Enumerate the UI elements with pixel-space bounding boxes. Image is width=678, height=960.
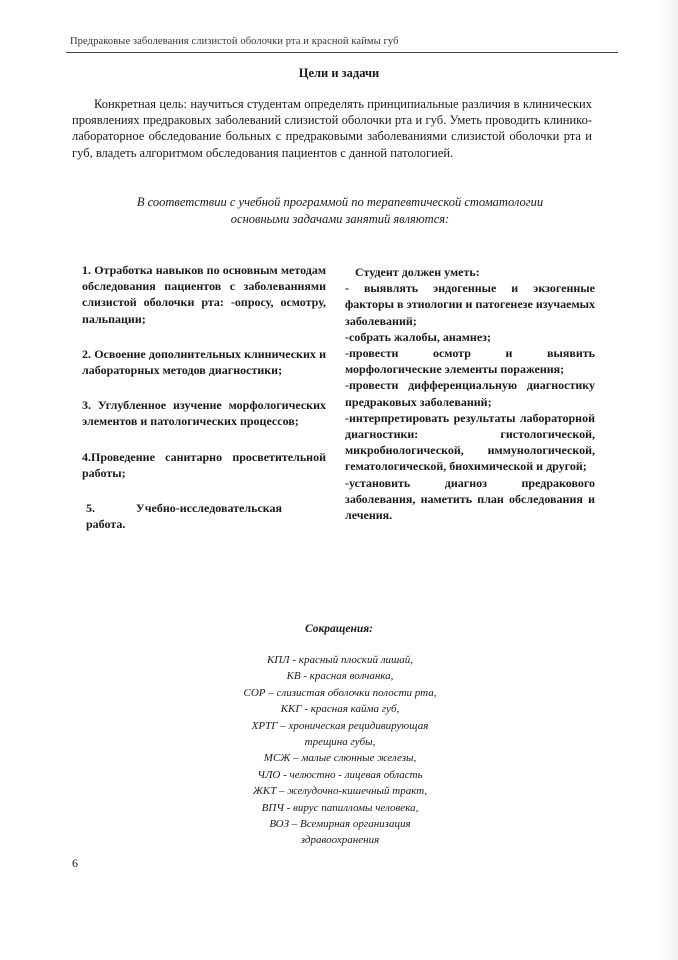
skill-item-5: -интерпретировать результаты лабораторной диагностики: гистологической, микробиологической, иммунологической, гематологической, биохимической и другой; — [345, 410, 595, 474]
skill-item-6: -установить диагноз предракового заболевания, наметить план обследования и лечения. — [345, 475, 595, 523]
tasks-intro — [90, 194, 590, 228]
abbreviation-item: КПЛ - красный плоский лишай, — [266, 654, 414, 666]
abbreviation-item: МСЖ – малые слюнные железы, — [263, 752, 417, 765]
skill-item-2: -собрать жалобы, анамнез; — [345, 329, 491, 344]
abbreviation-item: здравоохранения — [300, 834, 380, 847]
task-item-4: 4.Проведение санитарно просветительной работы; — [82, 449, 326, 480]
tasks-intro-line-1: В соответствии с учебной программой по терапевтической стоматологии — [136, 195, 544, 209]
skill-item-3: -провести осмотр и выявить морфологические элементы поражения; — [345, 346, 595, 377]
abbreviation-item: ВПЧ - вирус папилломы человека, — [261, 801, 419, 814]
skills-column — [345, 264, 595, 523]
running-head: Предраковые заболевания слизистой оболочки рта и красной каймы губ — [70, 36, 399, 47]
abbreviation-item: ХРТГ – хроническая рецидивирующая — [251, 719, 429, 732]
tasks-intro-line-2: основными задачами занятий являются: — [230, 212, 450, 226]
page-number: 6 — [72, 856, 78, 870]
task-item-5: 5. Учебно-исследовательская работа. — [86, 501, 282, 532]
abbreviation-item: СОР – слизистая оболочки полости рта, — [243, 686, 437, 699]
task-item-3: 3. Углубленное изучение морфологических элементов и патологических процессов; — [82, 398, 326, 429]
skill-item-4: -провести дифференциальную диагностику предраковых заболеваний; — [345, 378, 595, 409]
section-title: Цели и задачи — [298, 66, 380, 80]
abbreviation-item: ЖКТ – желудочно-кишечный тракт, — [252, 785, 428, 798]
abbreviation-item: трещина губы, — [304, 736, 376, 749]
abbreviations-list — [190, 652, 490, 849]
goal-paragraph — [72, 96, 592, 161]
goal-text: Конкретная цель: научиться студентам определять принципиальные различия в клинических проявлениях предраковых заболеваний слизистой оболочки рта и губ. Уметь проводить клинико-лабораторное обследование больных с предраковыми заболеваниями слизистой оболочки рта и губ, владеть алгоритмом обследования пациентов с данной патологией. — [72, 97, 592, 160]
abbreviations-title: Сокращения: — [304, 623, 374, 635]
abbreviation-item: КВ - красная волчанка, — [286, 670, 394, 683]
tasks-column — [82, 262, 326, 551]
task-item-2: 2. Освоение дополнительных клинических и лабораторных методов диагностики; — [82, 346, 326, 378]
scan-edge-shadow — [658, 0, 678, 960]
abbreviation-item: ЧЛО - челюстно - лицевая область — [257, 768, 423, 781]
task-item-1: 1. Отработка навыков по основным методам обследования пациентов с заболеваниями слизистой оболочки рта: -опросу, осмотру, пальпации; — [82, 263, 326, 326]
header-divider — [66, 52, 618, 53]
abbreviation-item: ККГ - красная кайма губ, — [280, 703, 400, 716]
abbreviation-item: ВОЗ – Всемирная организация — [269, 818, 411, 831]
skills-heading: Студент должен уметь: — [355, 265, 480, 279]
skill-item-1: - выявлять эндогенные и экзогенные факторы в этиологии и патогенезе изучаемых заболеваний; — [345, 281, 595, 328]
